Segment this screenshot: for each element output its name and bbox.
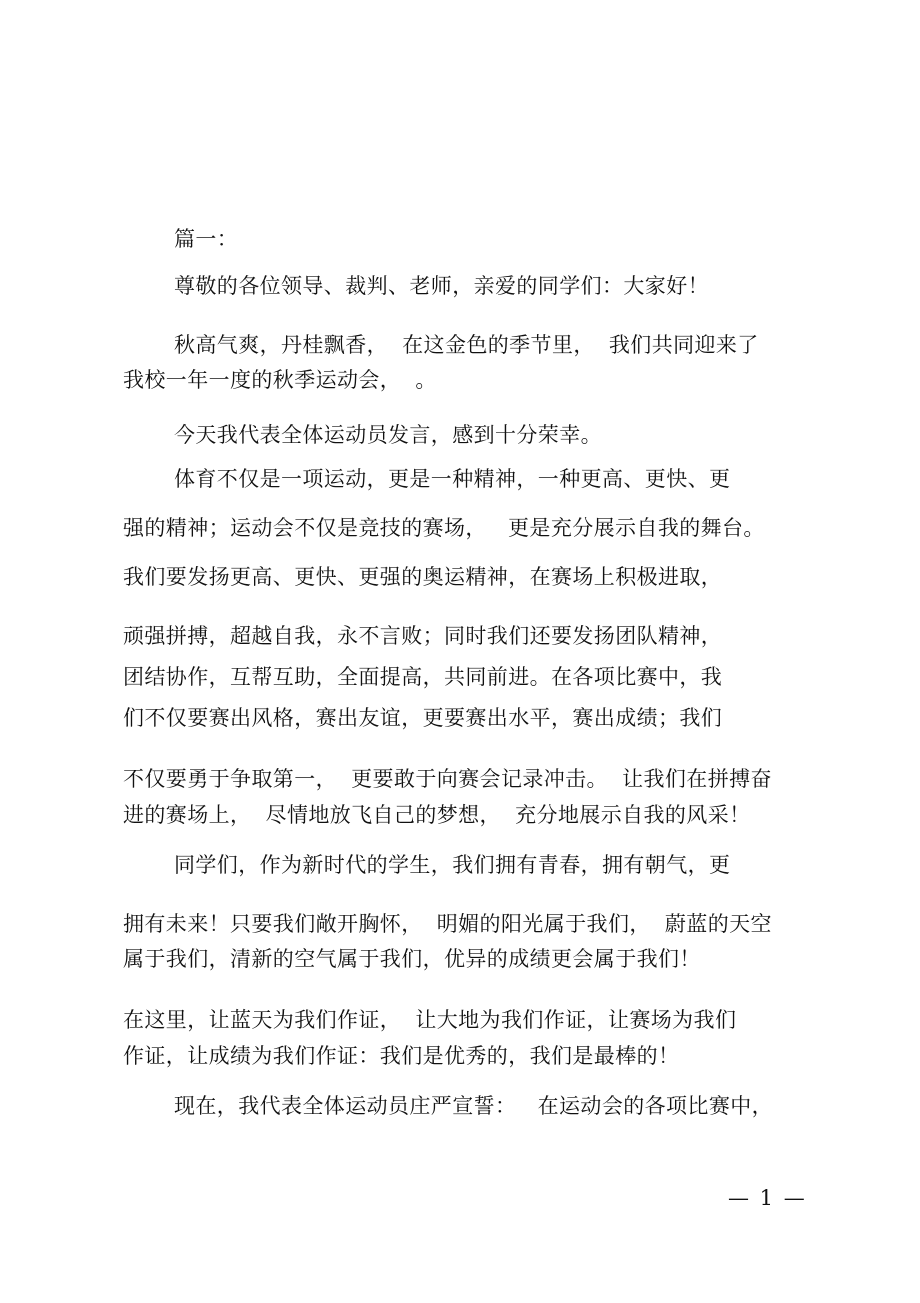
text-line: 属于我们，清新的空气属于我们，优异的成绩更会属于我们！ [123, 947, 701, 971]
text-line: 我校一年一度的秋季运动会， 。 [123, 368, 437, 392]
text-line: 不仅要勇于争取第一， 更要敢于向赛会记录冲击。 让我们在拼搏奋 [123, 767, 772, 791]
text-line: 今天我代表全体运动员发言，感到十分荣幸。 [174, 423, 602, 447]
page-number: — 1 — [728, 1186, 807, 1210]
text-line: 作证，让成绩为我们作证：我们是优秀的，我们是最棒的！ [123, 1044, 680, 1068]
text-line: 顽强拼搏，超越自我，永不言败；同时我们还要发扬团队精神， [123, 624, 723, 648]
text-line: 在这里，让蓝天为我们作证， 让大地为我们作证，让赛场为我们 [123, 1008, 737, 1032]
greeting-line: 尊敬的各位领导、裁判、老师，亲爱的同学们：大家好！ [174, 274, 709, 298]
text-line: 们不仅要赛出风格，赛出友谊，更要赛出水平，赛出成绩；我们 [123, 706, 723, 730]
text-line: 我们要发扬更高、更快、更强的奥运精神，在赛场上积极进取， [123, 565, 723, 589]
text-line: 进的赛场上， 尽情地放飞自己的梦想， 充分地展示自我的风采！ [123, 803, 751, 827]
text-line: 现在，我代表全体运动员庄严宣誓： 在运动会的各项比赛中， [174, 1094, 774, 1118]
text-line: 团结协作，互帮互助，全面提高，共同前进。在各项比赛中，我 [123, 665, 723, 689]
text-line: 体育不仅是一项运动，更是一种精神，一种更高、更快、更 [174, 467, 731, 491]
text-line: 同学们，作为新时代的学生，我们拥有青春，拥有朝气，更 [174, 853, 731, 877]
section-heading: 篇一： [174, 227, 239, 251]
text-line: 秋高气爽，丹桂飘香， 在这金色的季节里， 我们共同迎来了 [174, 333, 759, 357]
text-line: 拥有未来！只要我们敞开胸怀， 明媚的阳光属于我们， 蔚蓝的天空 [123, 912, 772, 936]
text-line: 强的精神；运动会不仅是竞技的赛场， 更是充分展示自我的舞台。 [123, 516, 765, 540]
